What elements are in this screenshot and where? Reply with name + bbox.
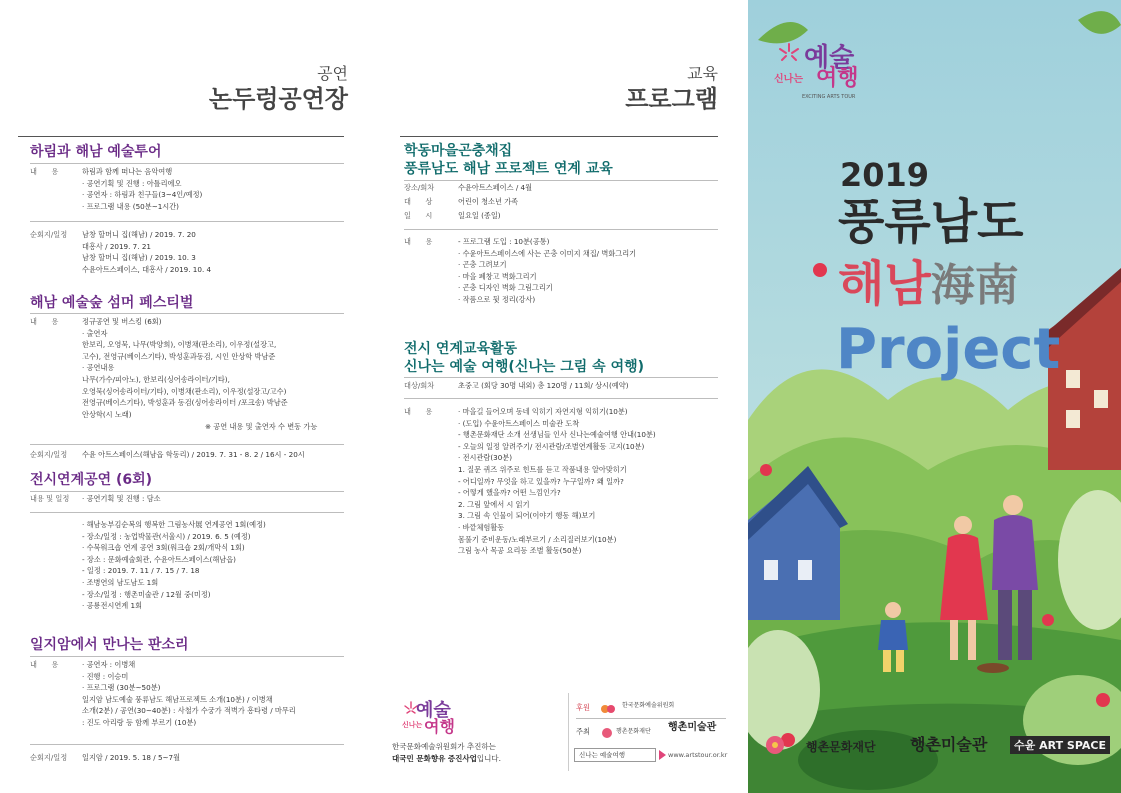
divider (30, 163, 344, 164)
cover-title: 풍류남도 (838, 194, 1024, 250)
flower-icon (600, 727, 614, 739)
row-label: 순회지/일정 (30, 753, 68, 762)
logo-side-text: 신나는 (774, 74, 803, 85)
sponsor-label: 후원 (576, 703, 590, 712)
search-box[interactable]: 신나는 예술여행 (574, 748, 656, 762)
hangchon-foundation-logo (764, 730, 914, 760)
row-line: · 진행 : 이승미 (82, 671, 129, 681)
row-line: · 작품으로 뒷 정리(강사) (458, 294, 536, 304)
divider (404, 377, 718, 378)
performance-panel (0, 0, 372, 793)
row-label: 대상/회차 (404, 381, 435, 390)
footer-desc-bold: 대국민 문화향유 증진사업 (392, 754, 477, 763)
divider (30, 444, 344, 445)
row-line: 남창 할머니 집(해남) / 2019. 10. 3 (82, 253, 196, 263)
row-line: 수윤아트스페이스, 대흥사 / 2019. 10. 4 (82, 264, 212, 274)
row-line: · 공연내용 (82, 363, 115, 373)
row-value (82, 519, 266, 612)
panel-header (625, 64, 718, 114)
footer-desc: 한국문화예술위원회가 추진하는 (392, 742, 496, 751)
row-line: · 공연자 : 하림과 친구들(3~4인/예정) (82, 190, 203, 200)
section-subtitle: 풍류남도 해남 프로젝트 연계 교육 (404, 161, 613, 177)
section-title: 학동마을곤충채집 (404, 143, 513, 159)
row-value (82, 316, 288, 420)
education-panel (372, 0, 748, 793)
section-title: 전시 연계교육활동 (404, 341, 518, 357)
row-value (82, 229, 211, 275)
row-line: 소개(2분) / 공연(30~40분) : 사철가 수궁가 적벽가 흥타령 / 마무리 (82, 706, 296, 716)
footer-logo (402, 700, 482, 740)
hangchon-logo (600, 724, 614, 736)
row-label: 내용 및 일정 (30, 494, 70, 503)
row-line: 그림 농사 목공 요리등 조별 활동(50분) (458, 546, 582, 556)
panel-subtitle: 공연 (317, 64, 348, 83)
row-line: 2. 그림 앞에서 시 읽기 (458, 499, 530, 509)
divider (404, 229, 718, 230)
row-label: 내 용 (30, 660, 59, 669)
cover-title-2 (838, 256, 1019, 314)
row-value (458, 406, 656, 557)
row-value: 일요일 (종일) (458, 211, 501, 220)
organizer-name-2: 행촌미술관 (668, 722, 717, 733)
panel-title: 프로그램 (625, 84, 718, 113)
logo-subtitle: EXCITING ARTS TOUR (802, 94, 856, 100)
row-value (82, 752, 180, 764)
row-line: - 프로그램 도입 : 10분(공통) (458, 237, 550, 246)
arko-logo (600, 700, 618, 712)
row-line: 오영묵(싱어송라이터/기타), 이병채(판소리), 이우정(설장고/고수) (82, 386, 287, 396)
row-value (82, 659, 296, 729)
row-line: · 곤충 디자인 벽화 그림그리기 (458, 283, 553, 293)
row-line: · (도입) 수윤아트스페이스 미술관 도착 (458, 418, 580, 428)
divider (576, 718, 726, 719)
row-line: · 수윤아트스페이스에 사는 곤충 이미지 채집/ 벽화그리기 (458, 248, 637, 258)
row-line: 나무(가수/피아노), 한보리(싱어송라이터/기타), (82, 374, 230, 384)
section-subtitle: 신나는 예술 여행(신나는 그림 속 여행) (404, 359, 645, 375)
row-line: 일지암 / 2019. 5. 18 / 5~7월 (82, 753, 181, 762)
row-label: 내 용 (30, 317, 59, 326)
divider (30, 744, 344, 745)
arrow-right-icon (659, 750, 666, 760)
row-line: · 마을 폐창고 벽화그리기 (458, 271, 537, 281)
row-line: · 공연자 : 이병채 (82, 660, 136, 669)
panel-header (209, 64, 348, 114)
row-line: - 장소/일정 : 농업박물관(서울시) / 2019. 6. 5 (예정) (82, 531, 251, 541)
divider (30, 313, 344, 314)
logo-text: 예술 (804, 43, 855, 73)
row-line: · 수묵워크숍 연계 공연 3회(워크숍 2회/개막식 1회) (82, 543, 245, 553)
row-line: · 출연자 (82, 328, 108, 338)
logo-text: 예술 (416, 700, 451, 721)
flower-icon (600, 703, 618, 715)
row-line: - 어디일까? 무엇을 하고 있을까? 누구일까? 왜 일까? (458, 476, 624, 486)
row-line: · 프로그램 (30분~50분) (82, 683, 161, 693)
row-value (458, 236, 636, 306)
row-line: 안상학(시 노래) (82, 409, 132, 419)
row-line: · 해남농부김순복의 행복한 그림농사展 연계공연 1회(예정) (82, 520, 266, 529)
divider (18, 136, 344, 137)
cover-year: 2019 (840, 156, 930, 194)
row-value: 초중고 (회당 30명 내외) 총 120명 / 11회/ 상시(예약) (458, 381, 629, 390)
row-line: 고수), 전영규(베이스기타), 박성훈과동검, 시인 안상학 박남준 (82, 351, 276, 361)
row-line: : 진도 아리랑 등 함께 부르기 (10분) (82, 717, 197, 727)
logo-text-2: 여행 (424, 717, 455, 736)
row-label: 내 용 (404, 407, 433, 416)
row-label: 순회지/일정 (30, 450, 68, 459)
row-label: 내 용 (30, 167, 59, 176)
row-line: · 곤충 그려보기 (458, 260, 507, 270)
section-title: 일지암에서 만나는 판소리 (30, 637, 189, 653)
row-line: - 장소/일정 : 행촌미술관 / 12월 중(미정) (82, 589, 211, 599)
foundation-name: 행촌문화재단 (806, 740, 876, 754)
row-label: 내 용 (404, 237, 433, 246)
row-value: 어린이 청소년 가족 (458, 197, 519, 206)
row-line: · 프로그램 내용 (50분~1시간) (82, 201, 179, 211)
row-line: · 공연기획 및 진행 : 아틀리에오 (82, 178, 182, 188)
row-line: - 행촌문화재단 소개 선생님들 인사 신나는예술여행 안내(10분) (458, 430, 656, 440)
row-line: · 공연기획 및 진행 : 담소 (82, 494, 161, 503)
row-line: 3. 그림 속 인물이 되어(이야기 행동 해)보기 (458, 511, 596, 521)
divider (568, 693, 569, 771)
row-line: · 바깥체험활동 (458, 522, 505, 532)
row-line: · 조병연의 남도남도 1회 (82, 577, 159, 587)
divider (30, 221, 344, 222)
row-label: 일 시 (404, 211, 433, 220)
row-line: - 어떻게 했을까? 어떤 느낌인가? (458, 488, 561, 498)
row-line: 정규공연 및 버스킹 (6회) (82, 317, 162, 326)
cover-illustration (748, 0, 1121, 793)
section-title: 해남 예술숲 섬머 페스티벌 (30, 295, 194, 311)
note-text: ※ 공연 내용 및 출연자 수 변동 가능 (205, 422, 318, 431)
row-line: · 마을길 들어오며 동네 익히기 자연지형 익히기(10분) (458, 407, 628, 416)
row-value: 수윤아트스페이스 / 4월 (458, 183, 533, 192)
row-line: 한보리, 오영묵, 나무(박양희), 이병채(판소리), 이우정(설장고, (82, 340, 277, 350)
row-label: 대 상 (404, 197, 433, 206)
panel-subtitle: 교육 (687, 64, 718, 83)
row-value (82, 449, 305, 461)
section-title: 전시연계공연 (6회) (30, 472, 153, 488)
row-value (82, 493, 161, 505)
divider (30, 656, 344, 657)
museum-name: 행촌미술관 (910, 735, 988, 754)
cover-title-3: Project (836, 317, 1061, 382)
row-line: 하림과 함께 떠나는 음악여행 (82, 167, 173, 176)
row-line: 일지암 남도예술 풍류남도 해남프로젝트 소개(10분) / 이병채 (82, 694, 273, 704)
panel-title: 논두렁공연장 (208, 84, 348, 113)
row-line: - 장소 : 문화예술회관, 수윤아트스페이스(해남읍) (82, 554, 236, 564)
website-link[interactable]: www.artstour.or.kr (668, 751, 728, 759)
row-line: 수윤 아트스페이스(해남읍 학동리) / 2019. 7. 31 - 8. 2 / 16시 - 20시 (82, 450, 305, 459)
footer-desc-2 (392, 753, 501, 765)
row-line: 1. 질문 퀴즈 위주로 힌트를 듣고 작품내용 알아맞히기 (458, 464, 627, 474)
sparkle-icon (774, 42, 804, 64)
organizer-name: 행촌문화재단 (616, 728, 651, 735)
divider (404, 180, 718, 181)
artspace-name: 수윤 ART SPACE (1010, 736, 1110, 754)
row-line: 몸풀기 준비운동/노래부르기 / 소리질러보기(10분) (458, 534, 617, 544)
row-line: 대흥사 / 2019. 7. 21 (82, 241, 151, 251)
row-line: 전영규(베이스기타), 박성훈과 동검(싱어송라이터 /포크송) 박남준 (82, 398, 288, 408)
row-label: 순회지/일정 (30, 230, 68, 239)
row-line: · 전시관람(30분) (458, 453, 513, 463)
row-line: 남창 할머니 집(해남) / 2019. 7. 20 (82, 230, 196, 239)
row-value (82, 166, 202, 212)
divider (400, 136, 718, 137)
cover-panel (748, 0, 1121, 793)
row-line: · 공룡전시연계 1회 (82, 601, 143, 611)
divider (30, 491, 344, 492)
sponsor-name: 한국문화예술위원회 (622, 702, 675, 709)
logo-text-2: 여행 (816, 66, 859, 91)
flower-icon (764, 734, 786, 756)
row-line: - 오늘의 일정 알려주기/ 전시관람/조별연계활동 고지(10분) (458, 441, 645, 451)
section-title: 하림과 해남 예술투어 (30, 144, 162, 160)
divider (30, 512, 344, 513)
divider (404, 398, 718, 399)
row-label: 장소/회차 (404, 183, 435, 192)
organizer-label: 주최 (576, 727, 590, 736)
title-hanja: 海南 (930, 260, 1019, 311)
title-korean: 해남 (838, 256, 931, 312)
logo-side-text: 신나는 (402, 721, 423, 729)
footer-desc-tail: 입니다. (476, 754, 502, 763)
row-line: - 일정 : 2019. 7. 11 / 7. 15 / 7. 18 (82, 566, 200, 576)
cover-logo (774, 42, 884, 102)
